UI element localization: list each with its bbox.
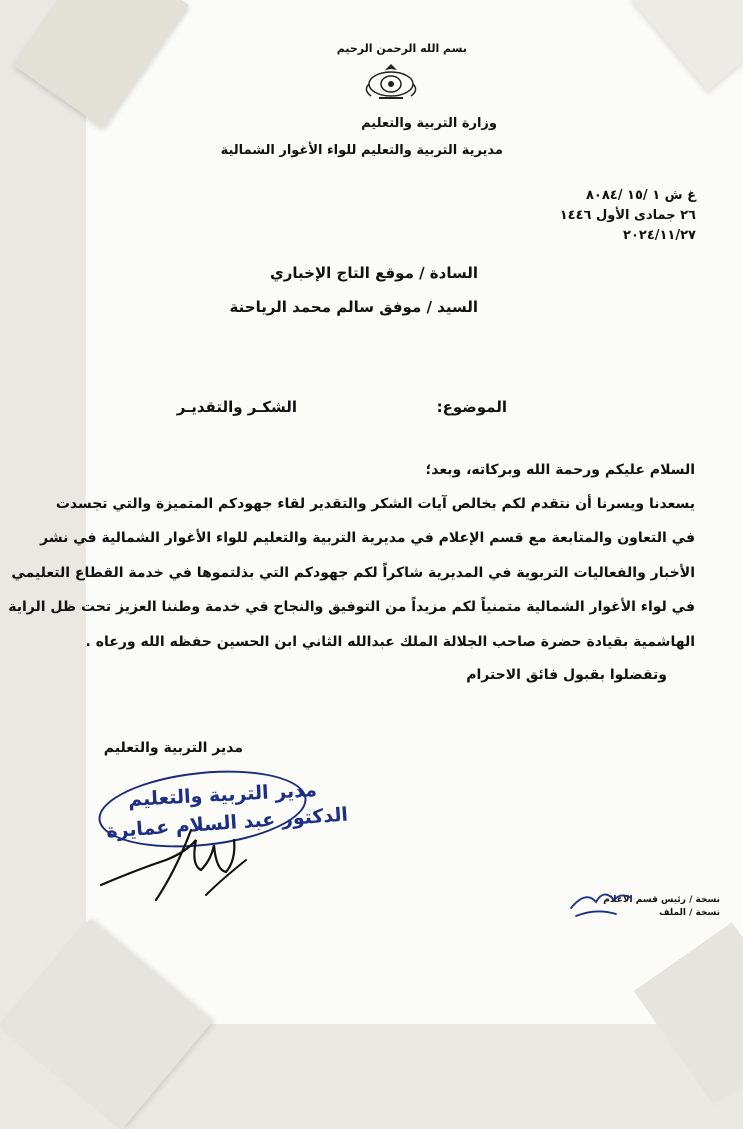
reference-number: غ ش ١ /١٥ /٨٠٨٤ [586,188,696,203]
signatory-title: مدير التربية والتعليم [103,740,243,756]
stamp-line-1: مدير التربية والتعليم [127,779,318,811]
handwritten-initials-icon [566,880,636,920]
hijri-date: ٢٦ جمادى الأول ١٤٤٦ [559,208,696,223]
handwritten-signature-icon [96,800,256,910]
letter-page [8,0,743,1024]
body-line: يسعدنا ويسرنا أن نتقدم لكم بخالص آيات الشكر والتقدير لقاء جهودكم المتميزة والتي تجسدت [55,496,695,512]
closing-line: وتفضلوا بقبول فائق الاحترام [466,667,667,683]
body-line: في لواء الأغوار الشمالية متمنياً لكم مزيداً من التوفيق والنجاح في خدمة وطننا العزيز تحت ظل الراية [8,599,695,615]
photo-corner-bottom-left [0,919,212,1129]
addressee-line-1: السادة / موقع التاج الإخباري [270,264,478,282]
basmala: بسم الله الرحمن الرحيم [336,42,467,55]
photo-corner-top-right [631,0,743,91]
copy-line-1: نسخة / رئيس قسم الاعلام [603,895,720,905]
greeting: السلام عليكم ورحمة الله وبركاته، وبعد؛ [425,462,695,478]
addressee-line-2: السيد / موفق سالم محمد الرياحنة [229,298,478,316]
subject-value: الشكـر والتقديـر [176,398,297,416]
copy-line-2: نسخة / الملف [659,908,720,918]
ministry-name: وزارة التربية والتعليم [361,116,497,131]
gregorian-date: ٢٠٢٤/١١/٢٧ [623,228,696,243]
stamp-line-2: الدكتور عبد السلام عمايرة [105,803,349,843]
body-line: الأخبار والفعاليات التربوية في المديرية شاكراً لكم جهودكم التي بذلتموها في خدمة القطاع التعليمي [11,565,695,581]
directorate-name: مديرية التربية والتعليم للواء الأغوار الشمالية [220,143,503,158]
subject-label: الموضوع: [436,398,507,416]
jordan-coat-of-arms-icon [361,60,421,104]
body-line: الهاشمية بقيادة حضرة صاحب الجلالة الملك عبدالله الثاني ابن الحسين حفظه الله ورعاه . [85,634,695,650]
body-line: في التعاون والمتابعة مع قسم الإعلام في مديرية التربية والتعليم للواء الأغوار الشمالية في نشر [40,530,695,546]
photo-corner-bottom-right [634,922,743,1106]
photo-corner-top-left [13,0,189,128]
